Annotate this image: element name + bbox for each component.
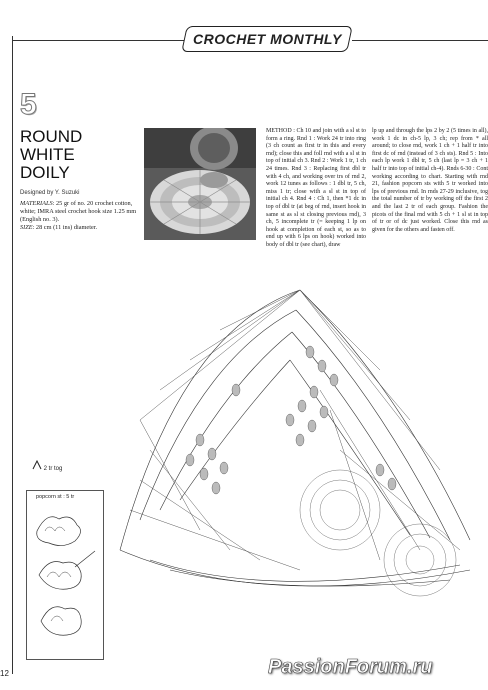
pattern-title — [20, 128, 82, 182]
two-tr-tog-symbol — [32, 460, 42, 470]
magazine-banner — [181, 26, 353, 52]
designer-credit: Designed by Y. Suzuki — [20, 190, 80, 196]
banner-text: CROCHET MONTHLY — [192, 31, 342, 47]
popcorn-steps-image — [27, 491, 103, 659]
pattern-number: 5 — [20, 88, 37, 121]
header-rule-right — [352, 40, 488, 41]
page-number: 12 — [0, 669, 9, 678]
watermark: PassionForum.ru — [268, 656, 433, 678]
doily-photo-image — [144, 128, 256, 240]
size-label: SIZE — [20, 224, 33, 231]
title-line: WHITE — [20, 145, 75, 164]
popcorn-stitch-illustration — [26, 490, 104, 660]
method-column-1: METHOD : Ch 10 and join with a sl st to form a ring. Rnd 1 : Work 24 tr into ring (3 ch count as first tr in this and every rnd); close this and foll rnd with a sl st in top of initial ch 3. Rnd 2 : Work 1 tr, 1 ch 24 times. Rnd 3 : Replacing first dbl tr with 4 ch, and working over trs of rnd 2, work 12 tunes as follows : 1 dbl tr, 5 ch, miss 1 tr; close with a sl st in top of initial ch 4. Rnd 4 : Ch 1, then *1 dc in top of dbl tr (at beg of rnd, insert hook in same st as sl st closing previous rnd), 3 ch, 5 incomplete tr (= keeping 1 lp on hook at completion of each st, so as to end up with 6 lps on hook) worked into body of dbl tr (see chart), draw — [266, 128, 366, 248]
header-rule-left — [12, 40, 184, 41]
size-text: : 28 cm (11 ins) diameter. — [32, 224, 98, 231]
materials-text: : 25 gr of no. 20 crochet cotton, white; IMRA steel crochet hook size 1.25 mm (English no. 3). — [20, 200, 137, 223]
title-line: DOILY — [20, 163, 70, 182]
method-column-2: lp up and through the lps 2 by 2 (5 times in all), work 1 dc in ch-5 lp, 3 ch; rep from * all around; to close rnd, work 1 ch + 1 half tr into first dc of rnd (instead of 3 ch sts). Rnd 5 : Into each lp work 1 dbl tr, 5 ch (last lp = 3 ch + 1 half tr into top of initial ch-4). Rnds 6-30 : Cont working according to chart. Starting with rnd 21, fashion popcorn sts with 5 tr worked into lps of previous rnd. In rnds 27-29 inclusive, tog the total number of tr by working off the first 2 and the last 2 tr of each group. Fashion the picots of the final rnd with 5 ch + 1 sl st in top of tr or of dc just worked. Close this rnd as given for the others and fasten off. — [372, 128, 488, 233]
materials-block — [20, 200, 140, 232]
chart-legend — [32, 460, 62, 472]
chart-outline — [120, 290, 300, 550]
legend-tog-label: 2 tr tog — [43, 466, 63, 472]
doily-photo — [144, 128, 256, 240]
materials-label: MATERIALS — [20, 200, 53, 207]
popcorn-label: popcorn st : 5 tr — [36, 494, 75, 500]
title-line: ROUND — [20, 127, 83, 146]
